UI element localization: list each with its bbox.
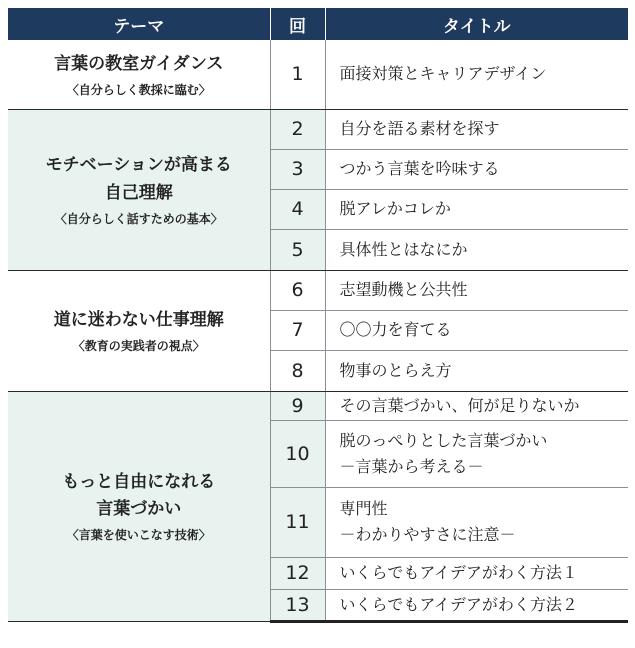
lesson-number: 4 (270, 189, 325, 229)
lesson-title-line: 脱のっぺりとした言葉づかい (339, 430, 548, 450)
lesson-number: 12 (270, 557, 325, 589)
lesson-title-cell (325, 310, 628, 350)
theme-subtitle: 〈教育の実践者の視点〉 (72, 339, 205, 354)
lesson-title-line: その言葉づかい、何が足りないか (339, 395, 580, 415)
lesson-title-line: 脱アレかコレか (339, 199, 451, 219)
lesson-number: 5 (270, 229, 325, 270)
table-header (8, 8, 628, 40)
lesson-title-cell (325, 420, 628, 487)
lesson-title-cell (325, 487, 628, 557)
lesson-title-line: 志望動機と公共性 (339, 280, 468, 300)
lesson-title-cell (325, 557, 628, 589)
lesson-number: 13 (270, 589, 325, 621)
lesson-title-line: 〇〇力を育てる (339, 320, 452, 340)
table-body (8, 40, 628, 621)
theme-title: 道に迷わない仕事理解 (53, 309, 224, 330)
lesson-number: 1 (270, 40, 325, 109)
lesson-number: 7 (270, 310, 325, 350)
theme-subtitle: 〈自分らしく話すための基本〉 (54, 211, 223, 226)
table-row (8, 40, 628, 109)
title-column-header: タイトル (325, 8, 628, 40)
lesson-title-cell (325, 189, 628, 229)
theme-cell (8, 391, 270, 621)
theme-subtitle: 〈自分らしく教採に臨む〉 (66, 82, 211, 97)
number-column-header: 回 (270, 8, 325, 40)
theme-title: 言葉の教室ガイダンス (54, 53, 224, 74)
lesson-title-line: 自分を語る素材を探す (339, 119, 500, 139)
theme-subtitle: 〈言葉を使いこなす技術〉 (66, 528, 211, 543)
theme-cell (8, 40, 270, 109)
lesson-number: 3 (270, 149, 325, 189)
lesson-title-line: 物事のとらえ方 (339, 360, 452, 380)
theme-column-header: テーマ (8, 8, 270, 40)
lesson-number: 6 (270, 270, 325, 310)
theme-title: もっと自由になれる 言葉づかい (62, 471, 216, 519)
lesson-title-line: －わかりやすさに注意－ (339, 525, 516, 544)
table-row (8, 270, 628, 310)
table-row (8, 391, 628, 420)
lesson-title-cell (325, 229, 628, 270)
theme-cell (8, 270, 270, 391)
lesson-title-line: いくらでもアイデアがわく方法２ (339, 594, 578, 614)
header-row (8, 8, 628, 40)
theme-title: モチベーションが高まる 自己理解 (45, 155, 232, 203)
lesson-title-cell (325, 270, 628, 310)
lesson-title-cell (325, 391, 628, 420)
lesson-number: 9 (270, 391, 325, 420)
lesson-number: 8 (270, 350, 325, 391)
lesson-title-line: 専門性 (339, 499, 388, 519)
lesson-title-cell (325, 350, 628, 391)
theme-cell (8, 109, 270, 270)
curriculum-table-container (8, 8, 628, 623)
lesson-title-line: いくらでもアイデアがわく方法１ (339, 563, 578, 583)
lesson-title-line: つかう言葉を吟味する (339, 159, 500, 179)
lesson-title-cell (325, 589, 628, 621)
curriculum-table (8, 8, 628, 623)
lesson-number: 2 (270, 109, 325, 149)
lesson-number: 10 (270, 420, 325, 487)
lesson-number: 11 (270, 487, 325, 557)
table-row (8, 109, 628, 149)
lesson-title-line: －言葉から考える－ (339, 456, 484, 476)
lesson-title-cell (325, 149, 628, 189)
lesson-title-cell (325, 109, 628, 149)
lesson-title-line: 具体性とはなにか (339, 239, 468, 259)
lesson-title-line: 面接対策とキャリアデザイン (339, 64, 547, 84)
lesson-title-cell (325, 40, 628, 109)
